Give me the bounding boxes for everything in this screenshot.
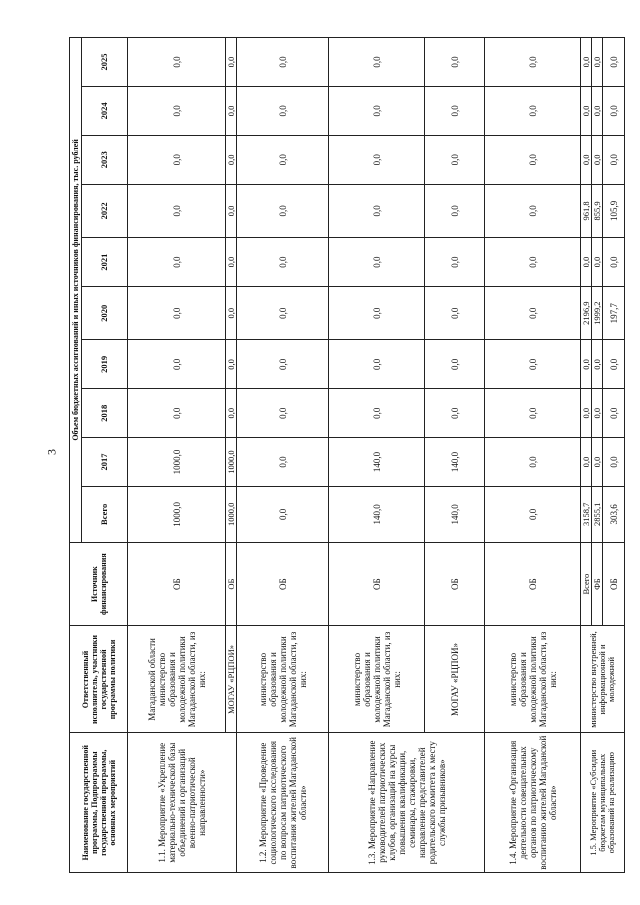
value-cell: 0,0 <box>226 340 237 389</box>
header-year: 2018 <box>82 389 128 438</box>
value-cell: 0,0 <box>603 438 625 487</box>
value-cell: 0,0 <box>237 38 329 87</box>
value-cell: 0,0 <box>237 135 329 184</box>
value-cell: 0,0 <box>226 87 237 136</box>
source-cell: ОБ <box>128 542 226 626</box>
value-cell: 0,0 <box>329 135 425 184</box>
value-cell: 0,0 <box>128 184 226 237</box>
measure-name: 1.4. Мероприятие «Организация деятельности совещательных органов по патриотическому воспитанию жителей Магаданской области» <box>485 733 581 873</box>
header-year: 2022 <box>82 184 128 237</box>
value-cell: 0,0 <box>581 238 592 287</box>
measure-name: 1.5. Мероприятие «Субсидии бюджетам муниципальных образований на реализацию <box>581 733 625 873</box>
value-cell: 0,0 <box>581 87 592 136</box>
table-row <box>581 38 592 873</box>
table-row <box>237 38 329 873</box>
measure-name: 1.1. Мероприятие «Укрепление материально-технической базы объединений и организаций военно-патриотической направленности» <box>128 733 237 873</box>
measure-name: 1.2. Мероприятие «Проведение социологического исследования по вопросам патриотического воспитания жителей Магаданской области» <box>237 733 329 873</box>
source-cell: ОБ <box>425 542 485 626</box>
header-year: 2021 <box>82 238 128 287</box>
executor-cell: МОГАУ «РЦПОИ» <box>226 626 237 733</box>
value-cell: 0,0 <box>485 340 581 389</box>
value-cell: 0,0 <box>425 340 485 389</box>
value-cell: 0,0 <box>603 340 625 389</box>
value-cell: 0,0 <box>237 238 329 287</box>
header-year: 2017 <box>82 438 128 487</box>
value-cell: 0,0 <box>592 38 603 87</box>
value-cell: 0,0 <box>128 286 226 339</box>
value-cell: 2196,9 <box>581 286 592 339</box>
value-cell: 140,0 <box>425 486 485 542</box>
value-cell: 0,0 <box>128 340 226 389</box>
value-cell: 0,0 <box>603 87 625 136</box>
value-cell: 0,0 <box>329 340 425 389</box>
executor-cell: Магаданской области министерство образования и молодежной политики Магаданской области, из них: <box>128 626 226 733</box>
source-cell: ОБ <box>329 542 425 626</box>
value-cell: 0,0 <box>226 238 237 287</box>
value-cell: 0,0 <box>237 286 329 339</box>
source-cell: ОБ <box>485 542 581 626</box>
header-year: 2023 <box>82 135 128 184</box>
table-row <box>485 38 581 873</box>
executor-cell: министерство образования и молодежной политики Магаданской области, из них: <box>237 626 329 733</box>
value-cell: 0,0 <box>485 286 581 339</box>
value-cell: 0,0 <box>592 438 603 487</box>
value-cell: 1000,0 <box>226 486 237 542</box>
value-cell: 0,0 <box>603 389 625 438</box>
value-cell: 0,0 <box>485 438 581 487</box>
value-cell: 2855,1 <box>592 486 603 542</box>
value-cell: 0,0 <box>226 389 237 438</box>
table-row <box>329 38 425 873</box>
header-name: Наименование государственной программы, Подпрограммы государственной программы, основных мероприятий <box>70 733 128 873</box>
page-number: 3 <box>44 449 59 455</box>
value-cell: 0,0 <box>128 238 226 287</box>
source-cell: ФБ <box>592 542 603 626</box>
value-cell: 0,0 <box>226 135 237 184</box>
value-cell: 0,0 <box>128 389 226 438</box>
value-cell: 0,0 <box>226 286 237 339</box>
value-cell: 0,0 <box>329 184 425 237</box>
executor-cell: МОГАУ «РЦПОИ» <box>425 626 485 733</box>
value-cell: 1000,0 <box>226 438 237 487</box>
header-year: 2019 <box>82 340 128 389</box>
value-cell: 0,0 <box>425 87 485 136</box>
value-cell: 1000,0 <box>128 438 226 487</box>
value-cell: 105,9 <box>603 184 625 237</box>
executor-cell: министерство образования и молодежной политики Магаданской области, из них: <box>329 626 425 733</box>
source-cell: ОБ <box>603 542 625 626</box>
value-cell: 0,0 <box>603 38 625 87</box>
value-cell: 0,0 <box>425 38 485 87</box>
funding-table <box>69 37 625 873</box>
value-cell: 303,6 <box>603 486 625 542</box>
source-cell: ОБ <box>237 542 329 626</box>
value-cell: 0,0 <box>425 389 485 438</box>
value-cell: 0,0 <box>485 135 581 184</box>
value-cell: 0,0 <box>485 87 581 136</box>
executor-cell: министерство образования и молодежной политики Магаданской области, из них: <box>485 626 581 733</box>
header-funding-group: Объем бюджетных ассигнований и иных источников финансирования, тыс. рублей <box>70 38 82 543</box>
value-cell: 0,0 <box>237 87 329 136</box>
value-cell: 0,0 <box>581 38 592 87</box>
value-cell: 0,0 <box>425 286 485 339</box>
value-cell: 0,0 <box>329 238 425 287</box>
table-row <box>128 38 226 873</box>
value-cell: 961,8 <box>581 184 592 237</box>
value-cell: 0,0 <box>237 184 329 237</box>
value-cell: 0,0 <box>592 340 603 389</box>
value-cell: 140,0 <box>329 438 425 487</box>
value-cell: 0,0 <box>329 38 425 87</box>
value-cell: 0,0 <box>485 38 581 87</box>
value-cell: 0,0 <box>237 340 329 389</box>
value-cell: 1000,0 <box>128 486 226 542</box>
value-cell: 0,0 <box>592 135 603 184</box>
value-cell: 0,0 <box>226 184 237 237</box>
value-cell: 0,0 <box>592 87 603 136</box>
value-cell: 0,0 <box>128 38 226 87</box>
header-source: Источник финансирования <box>70 542 128 626</box>
source-cell: ОБ <box>226 542 237 626</box>
value-cell: 0,0 <box>237 486 329 542</box>
value-cell: 0,0 <box>485 389 581 438</box>
value-cell: 197,7 <box>603 286 625 339</box>
header-executor: Ответственный исполнитель, участники государственной программы политики <box>70 626 128 733</box>
value-cell: 0,0 <box>329 286 425 339</box>
value-cell: 0,0 <box>128 87 226 136</box>
value-cell: 0,0 <box>329 87 425 136</box>
value-cell: 0,0 <box>226 38 237 87</box>
value-cell: 0,0 <box>581 135 592 184</box>
value-cell: 140,0 <box>329 486 425 542</box>
value-cell: 0,0 <box>581 389 592 438</box>
value-cell: 0,0 <box>581 340 592 389</box>
value-cell: 0,0 <box>603 238 625 287</box>
value-cell: 0,0 <box>425 184 485 237</box>
value-cell: 0,0 <box>329 389 425 438</box>
value-cell: 0,0 <box>485 184 581 237</box>
value-cell: 855,9 <box>592 184 603 237</box>
header-year: 2020 <box>82 286 128 339</box>
value-cell: 0,0 <box>485 486 581 542</box>
value-cell: 0,0 <box>485 238 581 287</box>
value-cell: 0,0 <box>425 238 485 287</box>
value-cell: 0,0 <box>581 438 592 487</box>
source-cell: Всего <box>581 542 592 626</box>
value-cell: 0,0 <box>592 389 603 438</box>
header-year: 2024 <box>82 87 128 136</box>
value-cell: 0,0 <box>603 135 625 184</box>
value-cell: 3158,7 <box>581 486 592 542</box>
executor-cell: министерство внутренней, информационной и молодежной <box>581 626 625 733</box>
value-cell: 0,0 <box>425 135 485 184</box>
value-cell: 0,0 <box>592 238 603 287</box>
value-cell: 140,0 <box>425 438 485 487</box>
measure-name: 1.3. Мероприятие «Направление руководителей патриотических клубов, организаций на курсы повышения квалификации, семинары, стажировки, направление представителей родительского комитета к месту службы призывников» <box>329 733 485 873</box>
value-cell: 0,0 <box>237 438 329 487</box>
value-cell: 0,0 <box>128 135 226 184</box>
value-cell: 1999,2 <box>592 286 603 339</box>
header-total: Всего <box>82 486 128 542</box>
header-year: 2025 <box>82 38 128 87</box>
value-cell: 0,0 <box>237 389 329 438</box>
